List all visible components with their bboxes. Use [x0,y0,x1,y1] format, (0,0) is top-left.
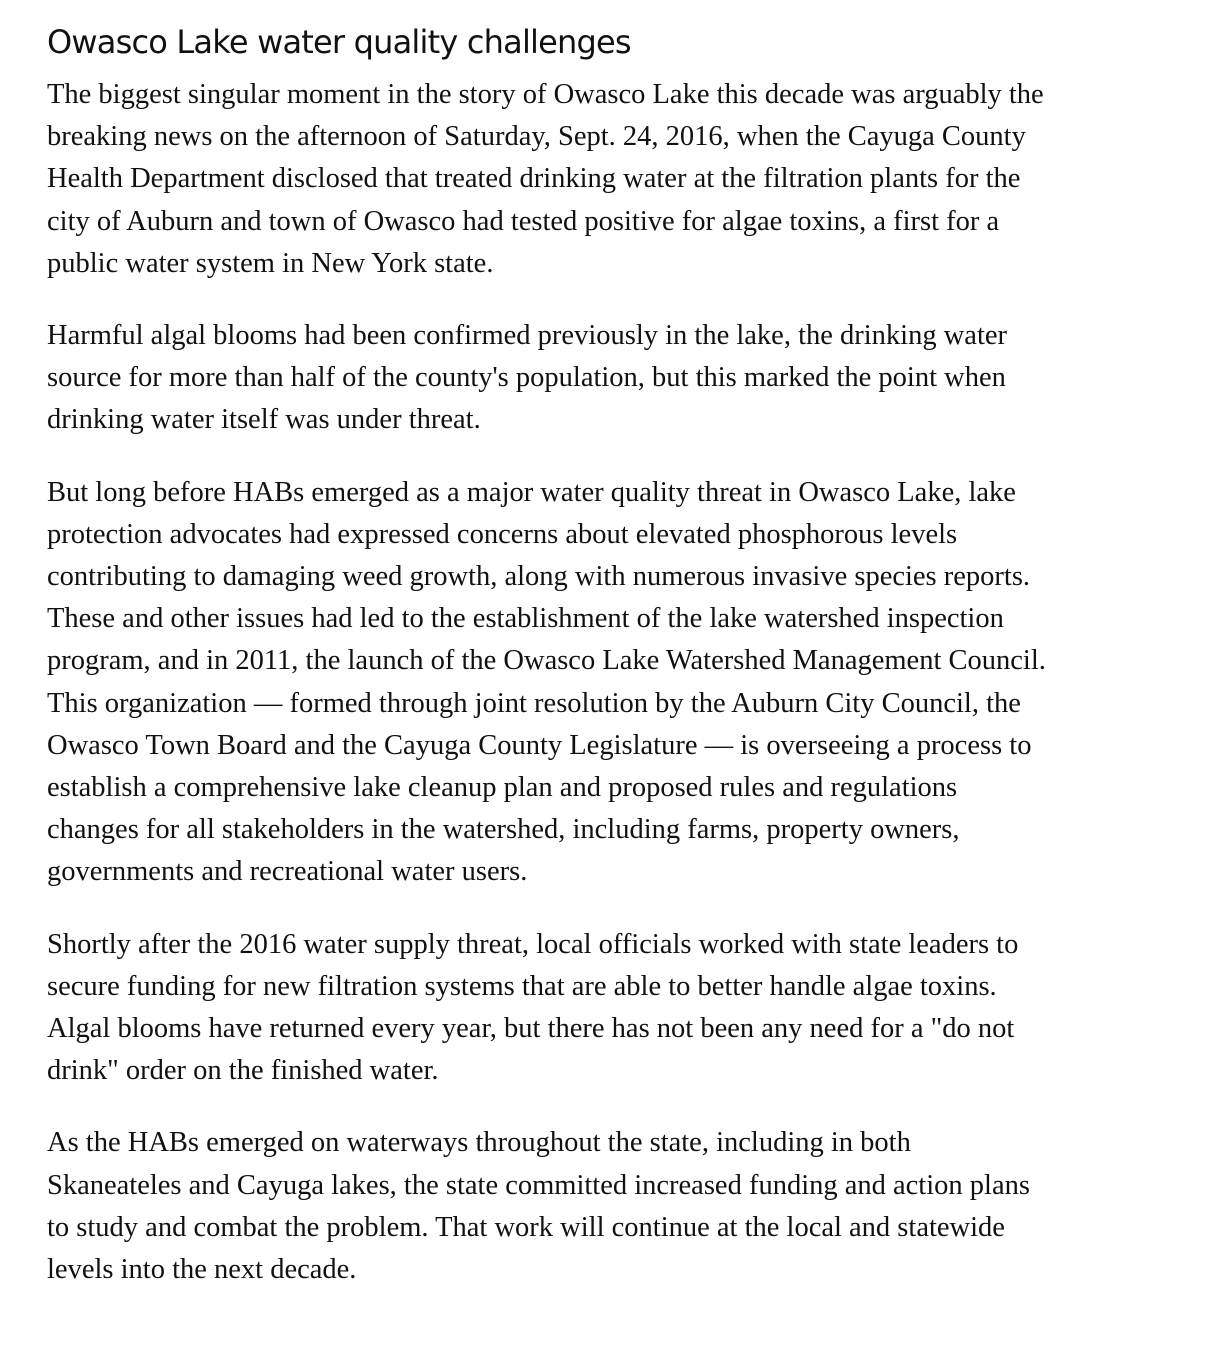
paragraph-water-toxin-news: The biggest singular moment in the story of Owasco Lake this decade was arguably the breaking news on the afternoon of Saturday, Sept. 24, 2016, when the Cayuga County Health Department disclosed that treated drinking water at the filtration plants for the city of Auburn and town of Owasco had tested positive for algae toxins, a first for a public water system in New York state. [47,79,1044,279]
article [47,20,1047,1321]
paragraph-filtration-funding: Shortly after the 2016 water supply threat, local officials worked with state leaders to secure funding for new filtration systems that are able to better handle algae toxins. Algal blooms have returned every year, but there has not been any need for a "do not drink" order on the finished water. [47,928,1019,1087]
paragraph-statewide-action: As the HABs emerged on waterways throughout the state, including in both Skaneateles and Cayuga lakes, the state committed increased funding and action plans to study and combat the problem. That work will continue at the local and statewide levels into the next decade. [47,1127,1030,1286]
article-title: Owasco Lake water quality challenges [47,23,631,61]
paragraph-watershed-council: But long before HABs emerged as a major water quality threat in Owasco Lake, lake protection advocates had expressed concerns about elevated phosphorous levels contributing to damaging weed growth, along with numerous invasive species reports. These and other issues had led to the establishment of the lake watershed inspection program, and in 2011, the launch of the Owasco Lake Watershed Management Council. This organization — formed through joint resolution by the Auburn City Council, the Owasco Town Board and the Cayuga County Legislature — is overseeing a process to establish a comprehensive lake cleanup plan and proposed rules and regulations changes for all stakeholders in the watershed, including farms, property owners, governments and recreational water users. [47,476,1046,888]
paragraph-harmful-algal-blooms: Harmful algal blooms had been confirmed previously in the lake, the drinking water source for more than half of the county's population, but this marked the point when drinking water itself was under threat. [47,320,1008,436]
